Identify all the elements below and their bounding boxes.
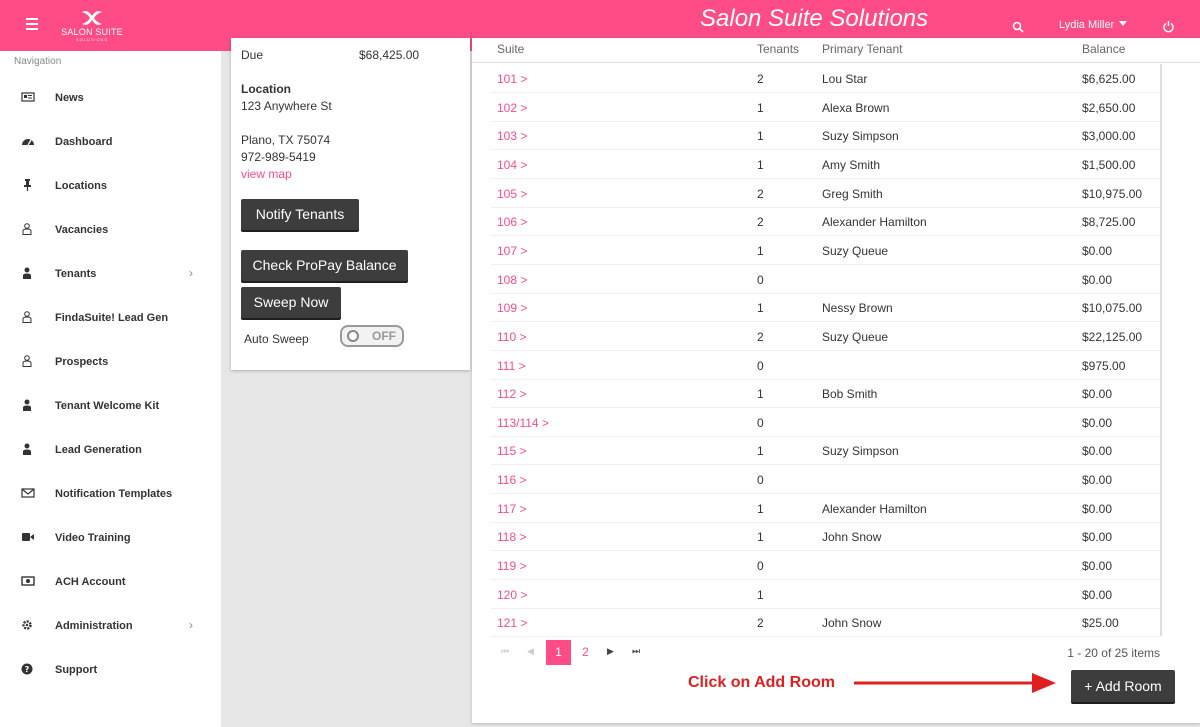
sidebar-item-vacancies[interactable] xyxy=(0,206,221,250)
next-page-icon[interactable]: ▶ xyxy=(607,646,614,656)
sidebar-item-news[interactable] xyxy=(0,74,221,118)
sidebar-item-ach-account[interactable] xyxy=(0,558,221,602)
balance-amount: $975.00 xyxy=(1082,358,1126,373)
gear-icon xyxy=(21,619,35,631)
table-row[interactable] xyxy=(491,522,1160,551)
sidebar-item-lead-generation[interactable] xyxy=(0,426,221,470)
suite-link[interactable]: 108 > xyxy=(497,272,528,287)
sidebar-item-label: Notification Templates xyxy=(55,488,173,500)
tenant-count: 1 xyxy=(757,530,764,545)
scissors-logo-icon xyxy=(80,9,104,27)
tenant-count: 1 xyxy=(757,444,764,459)
person-icon xyxy=(21,443,35,455)
table-row[interactable] xyxy=(491,322,1160,351)
tenant-count: 2 xyxy=(757,186,764,201)
sidebar-item-notification-templates[interactable] xyxy=(0,470,221,514)
app-title: Salon Suite Solutions xyxy=(700,5,929,32)
primary-tenant: Alexander Hamilton xyxy=(822,501,927,516)
nav-heading: Navigation xyxy=(14,56,62,67)
primary-tenant: Alexa Brown xyxy=(822,100,890,115)
previous-page-icon[interactable]: ◀ xyxy=(527,646,534,656)
table-row[interactable] xyxy=(491,265,1160,294)
person-outline-icon xyxy=(21,355,35,367)
instruction-callout: Click on Add Room xyxy=(688,674,835,691)
tenant-count: 2 xyxy=(757,329,764,344)
check-propay-balance-button[interactable]: Check ProPay Balance xyxy=(241,250,408,281)
toggle-knob xyxy=(347,330,359,342)
arrow-right-icon xyxy=(852,670,1058,696)
sidebar-item-tenants[interactable] xyxy=(0,250,221,294)
tenant-count: 0 xyxy=(757,559,764,574)
pagination xyxy=(491,639,1160,666)
power-icon[interactable] xyxy=(1162,20,1175,33)
suite-link[interactable]: 113/114 > xyxy=(497,415,549,430)
video-icon xyxy=(21,531,35,543)
table-row[interactable] xyxy=(491,93,1160,122)
primary-tenant: Alexander Hamilton xyxy=(822,215,927,230)
sidebar-item-dashboard[interactable] xyxy=(0,118,221,162)
pin-icon xyxy=(21,179,35,191)
sidebar-item-label: Locations xyxy=(55,180,107,192)
chevron-down-icon xyxy=(1119,21,1127,26)
suite-link[interactable]: 116 > xyxy=(497,473,527,488)
balance-amount: $10,075.00 xyxy=(1082,301,1143,316)
view-map-link[interactable]: view map xyxy=(241,167,292,181)
suite-link[interactable]: 115 > xyxy=(497,444,527,459)
primary-tenant: Amy Smith xyxy=(822,157,881,172)
balance-amount: $0.00 xyxy=(1082,243,1113,258)
suite-link[interactable]: 119 > xyxy=(497,559,527,574)
table-header xyxy=(472,38,1200,63)
column-header-suite[interactable]: Suite xyxy=(497,42,525,56)
location-heading: Location xyxy=(241,82,291,96)
primary-tenant: Lou Star xyxy=(822,72,868,86)
column-header-primary-tenant[interactable]: Primary Tenant xyxy=(822,42,903,56)
tenant-count: 1 xyxy=(757,100,764,115)
table-row[interactable] xyxy=(491,179,1160,208)
add-room-button[interactable]: + Add Room xyxy=(1071,670,1175,702)
notify-tenants-button[interactable]: Notify Tenants xyxy=(241,199,359,230)
sidebar-item-label: Administration xyxy=(55,620,133,632)
suite-link[interactable]: 101 > xyxy=(497,72,528,86)
primary-tenant: John Snow xyxy=(822,530,882,545)
suite-link[interactable]: 121 > xyxy=(497,616,528,631)
brand-text: SALON SUITE xyxy=(61,27,123,37)
user-name: Lydia Miller xyxy=(1059,19,1115,31)
tenant-count: 1 xyxy=(757,129,764,144)
sidebar-item-label: Tenant Welcome Kit xyxy=(55,400,160,412)
primary-tenant: Suzy Queue xyxy=(822,243,889,258)
balance-amount: $0.00 xyxy=(1082,444,1113,459)
balance-amount: $25.00 xyxy=(1082,616,1119,631)
tenant-count: 2 xyxy=(757,616,764,631)
sidebar-item-label: ACH Account xyxy=(55,576,126,588)
sidebar-item-locations[interactable] xyxy=(0,162,221,206)
suite-link[interactable]: 106 > xyxy=(497,215,528,230)
tenant-count: 0 xyxy=(757,358,764,373)
location-card xyxy=(231,38,470,370)
tenant-count: 1 xyxy=(757,157,764,172)
suite-link[interactable]: 107 > xyxy=(497,243,528,258)
sidebar-item-label: Dashboard xyxy=(55,136,113,148)
suite-link[interactable]: 105 > xyxy=(497,186,528,201)
balance-amount: $3,000.00 xyxy=(1082,129,1136,144)
sidebar-item-findasuite-lead-gen[interactable] xyxy=(0,294,221,338)
chevron-right-icon: › xyxy=(189,266,193,280)
sidebar-item-label: Prospects xyxy=(55,356,109,368)
suite-link[interactable]: 110 > xyxy=(497,329,527,344)
brand-subtext: SOLUTIONS xyxy=(75,37,109,42)
balance-amount: $0.00 xyxy=(1082,559,1113,574)
table-row[interactable] xyxy=(491,121,1160,150)
last-page-icon[interactable]: ⏭ xyxy=(632,646,641,656)
table-row[interactable] xyxy=(491,236,1160,265)
sidebar-item-label: Tenants xyxy=(55,268,97,280)
balance-amount: $0.00 xyxy=(1082,415,1113,430)
sidebar-item-label: FindaSuite! Lead Gen xyxy=(55,312,169,324)
toggle-state-text: OFF xyxy=(372,329,396,343)
table-scrollbar[interactable] xyxy=(1160,64,1162,636)
primary-tenant: Bob Smith xyxy=(822,387,878,402)
tenant-count: 1 xyxy=(757,587,764,602)
balance-amount: $0.00 xyxy=(1082,587,1113,602)
suite-link[interactable]: 103 > xyxy=(497,129,528,144)
balance-amount: $0.00 xyxy=(1082,272,1113,287)
due-label: Due xyxy=(241,48,264,62)
primary-tenant: Suzy Queue xyxy=(822,329,889,344)
money-icon xyxy=(21,575,35,587)
suite-link[interactable]: 104 > xyxy=(497,157,528,172)
sidebar-item-label: Video Training xyxy=(55,532,131,544)
phone-number: 972-989-5419 xyxy=(241,150,316,164)
balance-amount: $10,975.00 xyxy=(1082,186,1143,201)
sidebar-item-administration[interactable] xyxy=(0,602,221,646)
search-icon[interactable] xyxy=(1012,21,1024,33)
tenant-count: 2 xyxy=(757,215,764,230)
suite-link[interactable]: 109 > xyxy=(497,301,528,316)
tenant-count: 0 xyxy=(757,415,764,430)
table-row[interactable] xyxy=(491,551,1160,580)
address-line1: 123 Anywhere St xyxy=(241,99,332,113)
sidebar-item-label: News xyxy=(55,92,84,104)
table-row[interactable] xyxy=(491,580,1160,609)
auto-sweep-label: Auto Sweep xyxy=(244,332,309,346)
table-row[interactable] xyxy=(491,293,1160,322)
tenant-count: 1 xyxy=(757,501,764,516)
sweep-now-button[interactable]: Sweep Now xyxy=(241,287,341,318)
person-icon xyxy=(21,399,35,411)
suite-link[interactable]: 112 > xyxy=(497,387,527,402)
tenant-count: 1 xyxy=(757,243,764,258)
envelope-icon xyxy=(21,487,35,499)
balance-amount: $6,625.00 xyxy=(1082,72,1136,86)
primary-tenant: John Snow xyxy=(822,616,882,631)
balance-amount: $2,650.00 xyxy=(1082,100,1136,115)
balance-amount: $1,500.00 xyxy=(1082,157,1136,172)
column-header-tenants[interactable]: Tenants xyxy=(757,42,800,56)
table-row[interactable] xyxy=(491,494,1160,523)
question-icon xyxy=(21,663,35,675)
sidebar-nav xyxy=(0,51,221,727)
table-row[interactable] xyxy=(491,608,1160,637)
page-1-button[interactable]: 1 xyxy=(546,640,571,665)
suite-link[interactable]: 117 > xyxy=(497,501,527,516)
tenant-count: 2 xyxy=(757,72,764,86)
table-row[interactable] xyxy=(491,150,1160,179)
dashboard-icon xyxy=(21,135,35,147)
hamburger-icon[interactable] xyxy=(26,18,38,30)
sidebar-item-support[interactable] xyxy=(0,646,221,690)
pagination-info: 1 - 20 of 25 items xyxy=(1067,646,1160,660)
table-row[interactable] xyxy=(491,64,1160,93)
suites-table-panel xyxy=(472,38,1200,723)
city-state-zip: Plano, TX 75074 xyxy=(241,133,331,147)
tenant-count: 1 xyxy=(757,387,764,402)
balance-amount: $0.00 xyxy=(1082,501,1113,516)
tenant-count: 0 xyxy=(757,473,764,488)
balance-amount: $8,725.00 xyxy=(1082,215,1136,230)
first-page-icon[interactable]: ⏮ xyxy=(501,646,510,656)
page-2-button[interactable]: 2 xyxy=(582,645,589,659)
sidebar-item-prospects[interactable] xyxy=(0,338,221,382)
newspaper-icon xyxy=(21,91,35,103)
tenant-count: 0 xyxy=(757,272,764,287)
table-row[interactable] xyxy=(491,408,1160,437)
brand-logo[interactable] xyxy=(60,9,124,47)
suite-link[interactable]: 118 > xyxy=(497,530,527,545)
due-amount: $68,425.00 xyxy=(359,48,420,62)
table-row[interactable] xyxy=(491,436,1160,465)
sidebar-item-tenant-welcome-kit[interactable] xyxy=(0,382,221,426)
svg-text:?: ? xyxy=(24,665,30,674)
suite-link[interactable]: 120 > xyxy=(497,587,528,602)
primary-tenant: Nessy Brown xyxy=(822,301,893,316)
suite-link[interactable]: 111 > xyxy=(497,358,526,373)
column-header-balance[interactable]: Balance xyxy=(1082,42,1126,56)
table-row[interactable] xyxy=(491,379,1160,408)
sidebar-item-label: Vacancies xyxy=(55,224,109,236)
table-row[interactable] xyxy=(491,351,1160,380)
sidebar-item-label: Lead Generation xyxy=(55,444,142,456)
primary-tenant: Suzy Simpson xyxy=(822,129,899,144)
balance-amount: $22,125.00 xyxy=(1082,329,1143,344)
user-menu[interactable] xyxy=(1059,19,1127,31)
sidebar-item-video-training[interactable] xyxy=(0,514,221,558)
balance-amount: $0.00 xyxy=(1082,387,1113,402)
sidebar-item-label: Support xyxy=(55,664,98,676)
tenant-count: 1 xyxy=(757,301,764,316)
person-icon xyxy=(21,267,35,279)
primary-tenant: Suzy Simpson xyxy=(822,444,899,459)
primary-tenant: Greg Smith xyxy=(822,186,883,201)
table-row[interactable] xyxy=(491,207,1160,236)
chevron-right-icon: › xyxy=(189,618,193,632)
balance-amount: $0.00 xyxy=(1082,530,1113,545)
table-row[interactable] xyxy=(491,465,1160,494)
person-outline-icon xyxy=(21,311,35,323)
suite-link[interactable]: 102 > xyxy=(497,100,528,115)
balance-amount: $0.00 xyxy=(1082,473,1113,488)
person-outline-icon xyxy=(21,223,35,235)
auto-sweep-toggle[interactable] xyxy=(340,325,404,347)
